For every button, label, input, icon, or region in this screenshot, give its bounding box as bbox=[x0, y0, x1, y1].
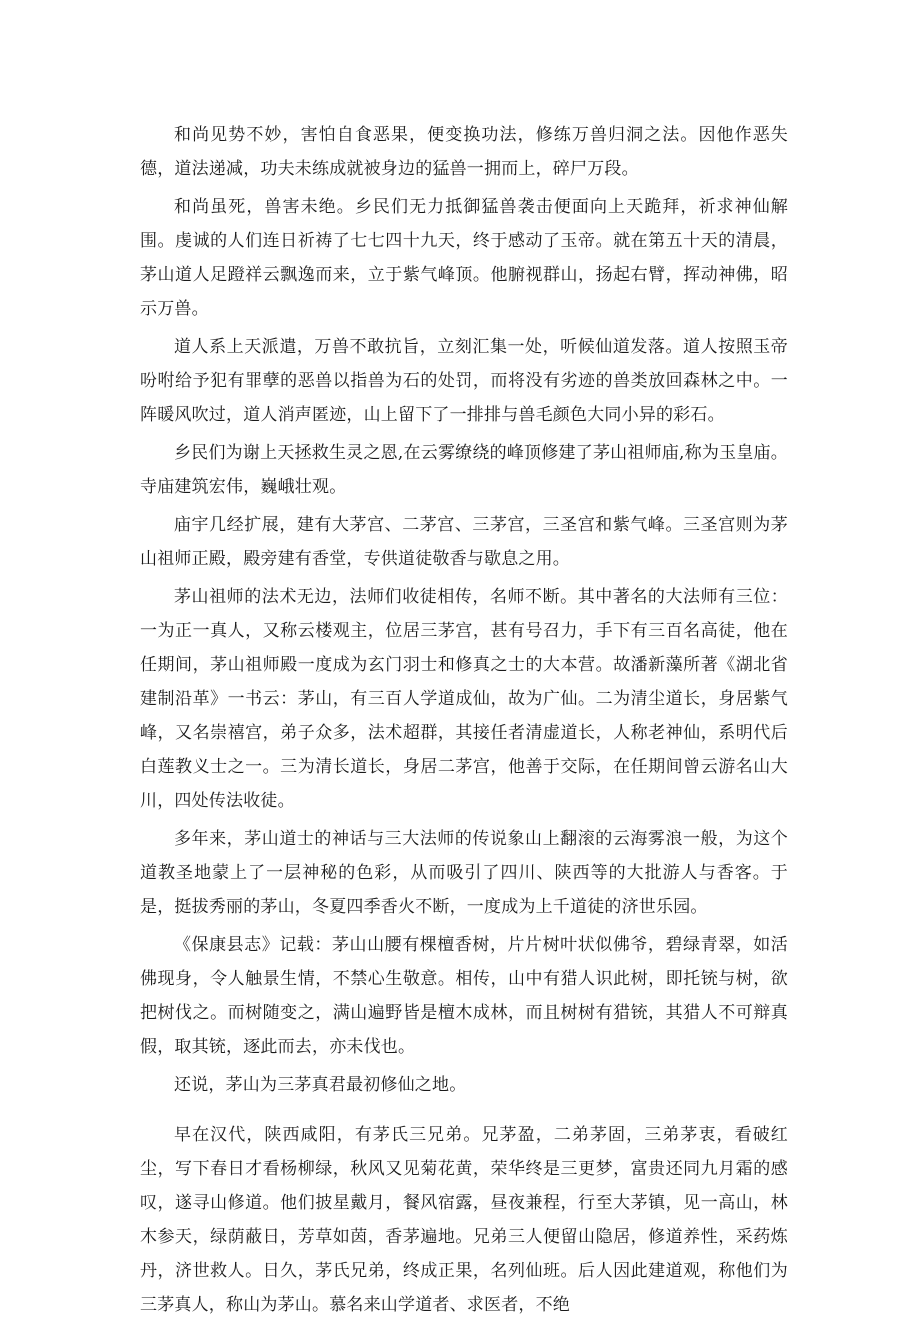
paragraph-7: 多年来，茅山道士的神话与三大法师的传说象山上翻滚的云海雾浪一般，为这个道教圣地蒙上了一层神秘的色彩，从而吸引了四川、陕西等的大批游人与香客。于是，挺拔秀丽的茅山，冬夏四季香火不断，一度成为上千道徒的济世乐园。 bbox=[140, 829, 788, 917]
paragraph-4: 乡民们为谢上天拯救生灵之恩,在云雾缭绕的峰顶修建了茅山祖师庙,称为玉皇庙。寺庙建筑宏伟，巍峨壮观。 bbox=[140, 443, 788, 497]
paragraph-6: 茅山祖师的法术无边，法师们收徒相传，名师不断。其中著名的大法师有三位：一为正一真人，又称云楼观主，位居三茅宫，甚有号召力，手下有三百名高徒，他在任期间，茅山祖师殿一度成为玄门羽士和修真之士的大本营。故潘新藻所著《湖北省建制沿革》一书云：茅山，有三百人学道成仙，故为广仙。二为清尘道长，身居紫气峰，又名崇禧宫，弟子众多，法术超群，其接任者清虚道长，人称老神仙，系明代后白莲教义士之一。三为清长道长，身居二茅宫，他善于交际，在任期间曾云游名山大川，四处传法收徒。 bbox=[140, 587, 788, 811]
paragraph-9: 还说，茅山为三茅真君最初修仙之地。 bbox=[174, 1075, 467, 1095]
paragraph-5: 庙宇几经扩展，建有大茅宫、二茅宫、三茅宫，三圣宫和紫气峰。三圣宫则为茅山祖师正殿，殿旁建有香堂，专供道徒敬香与歇息之用。 bbox=[140, 515, 788, 569]
paragraph-3: 道人系上天派遣，万兽不敢抗旨，立刻汇集一处，听候仙道发落。道人按照玉帝吩咐给予犯有罪孽的恶兽以指兽为石的处罚，而将没有劣迹的兽类放回森林之中。一阵暖风吹过，道人消声匿迹，山上留下了一排排与兽毛颜色大同小异的彩石。 bbox=[140, 337, 788, 425]
paragraph-10: 早在汉代，陕西咸阳，有茅氏三兄弟。兄茅盈，二弟茅固，三弟茅衷，看破红尘，写下春日才看杨柳绿，秋风又见菊花黄，荣华终是三更梦，富贵还同九月霜的感叹，遂寻山修道。他们披星戴月，餐风宿露，昼夜兼程，行至大茅镇，见一高山，林木参天，绿荫蔽日，芳草如茵，香茅遍地。兄弟三人便留山隐居，修道养性，采药炼丹，济世救人。日久，茅氏兄弟，终成正果，名列仙班。后人因此建道观，称他们为三茅真人，称山为茅山。慕名来山学道者、求医者，不绝 bbox=[140, 1125, 788, 1315]
paragraph-8: 《保康县志》记载：茅山山腰有棵檀香树，片片树叶状似佛爷，碧绿青翠，如活佛现身，令人触景生情，不禁心生敬意。相传，山中有猎人识此树，即托铳与树，欲把树伐之。而树随变之，满山遍野皆是檀木成林，而且树树有猎铳，其猎人不可辩真假，取其铳，逐此而去，亦未伐也。 bbox=[140, 935, 788, 1057]
article-body bbox=[140, 118, 788, 1322]
paragraph-2: 和尚虽死，兽害未绝。乡民们无力抵御猛兽袭击便面向上天跪拜，祈求神仙解围。虔诚的人们连日祈祷了七七四十九天，终于感动了玉帝。就在第五十天的清晨，茅山道人足蹬祥云飘逸而来，立于紫气峰顶。他腑视群山，扬起右臂，挥动神佛，昭示万兽。 bbox=[140, 197, 788, 319]
paragraph-1: 和尚见势不妙，害怕自食恶果，便变换功法，修练万兽归洞之法。因他作恶失德，道法递减，功夫未练成就被身边的猛兽一拥而上，碎尸万段。 bbox=[140, 125, 788, 179]
